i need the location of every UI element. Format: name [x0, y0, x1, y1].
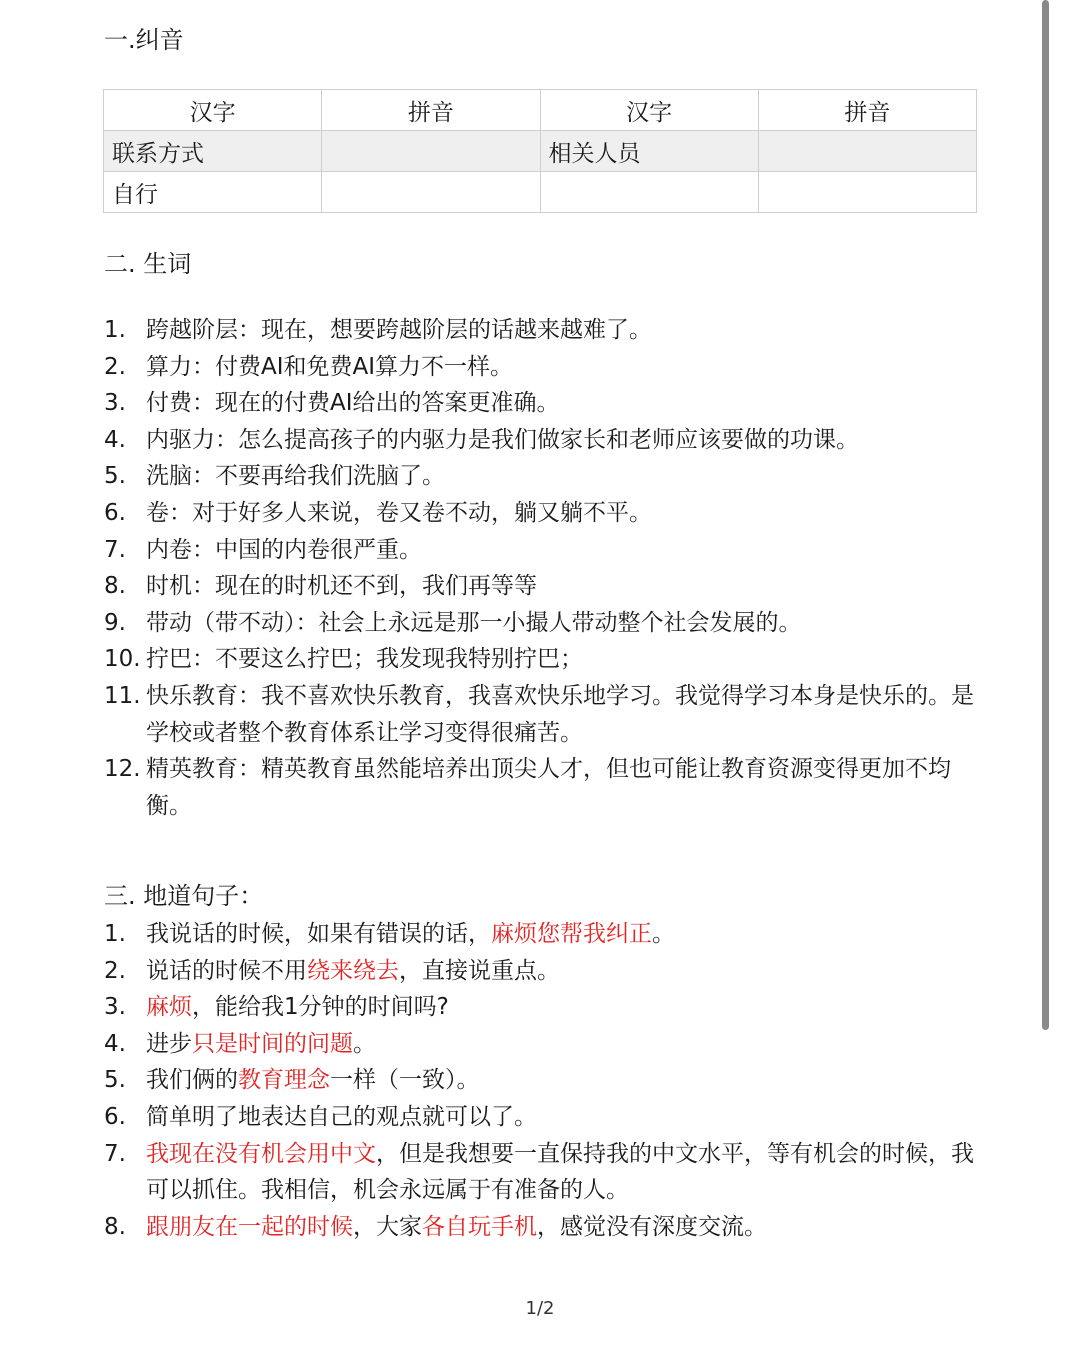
sentence-text: ，能给我1分钟的时间吗? — [192, 994, 449, 1021]
table-cell: 汉字 — [540, 90, 758, 131]
list-number: 4. — [104, 426, 126, 453]
list-number: 3. — [104, 390, 126, 417]
vocab-item — [104, 495, 974, 532]
highlighted-phrase: 教育理念 — [238, 1067, 330, 1094]
table-row — [104, 172, 977, 213]
list-number: 7. — [104, 536, 126, 563]
sentence-item — [104, 1136, 974, 1209]
list-number: 5. — [104, 463, 126, 490]
vocab-item — [104, 605, 974, 642]
sentence-item — [104, 1062, 974, 1099]
vocab-item — [104, 568, 974, 605]
section-title-sentences: 三. 地道句子： — [104, 882, 264, 910]
sentence-text: 我说话的时候，如果有错误的话， — [146, 921, 491, 947]
list-number: 3. — [104, 994, 126, 1021]
vocab-text: 拧巴：不要这么拧巴；我发现我特别拧巴； — [146, 646, 583, 673]
table-cell — [322, 131, 540, 172]
list-number: 1. — [104, 317, 126, 343]
table-cell: 拼音 — [322, 90, 540, 131]
highlighted-phrase: 麻烦您帮我纠正 — [491, 921, 652, 947]
sentence-text: 。 — [652, 921, 675, 947]
sentence-text: ，直接说重点。 — [399, 957, 560, 984]
sentence-item — [104, 1209, 974, 1246]
sentence-text: 一样（一致）。 — [330, 1067, 480, 1094]
vocab-item — [104, 385, 974, 422]
vocab-text: 洗脑：不要再给我们洗脑了。 — [146, 463, 445, 490]
highlighted-phrase: 各自玩手机 — [422, 1213, 537, 1240]
list-number: 8. — [104, 1213, 126, 1240]
vocab-item — [104, 641, 974, 678]
vocabulary-list — [104, 312, 974, 824]
table-cell: 自行 — [104, 172, 322, 213]
vocab-item — [104, 532, 974, 569]
table-cell — [758, 131, 976, 172]
highlighted-phrase: 绕来绕去 — [307, 957, 399, 984]
sentence-text: ，感觉没有深度交流。 — [537, 1213, 767, 1240]
list-number: 4. — [104, 1030, 126, 1057]
vocab-item — [104, 458, 974, 495]
list-number: 7. — [104, 1140, 126, 1167]
section-title-vocabulary: 二. 生词 — [104, 250, 192, 278]
table-cell: 相关人员 — [540, 131, 758, 172]
vocab-text: 算力：付费AI和免费AI算力不一样。 — [146, 353, 514, 380]
vocab-text: 快乐教育：我不喜欢快乐教育，我喜欢快乐地学习。我觉得学习本身是快乐的。是学校或者整个教育体系让学习变得很痛苦。 — [146, 682, 974, 746]
sentence-text: 。 — [353, 1030, 376, 1057]
vertical-scrollbar[interactable] — [1042, 0, 1049, 1030]
table-cell — [540, 172, 758, 213]
vocab-item — [104, 678, 974, 751]
vocab-text: 内驱力：怎么提高孩子的内驱力是我们做家长和老师应该要做的功课。 — [146, 426, 859, 453]
sentence-text: 简单明了地表达自己的观点就可以了。 — [146, 1103, 537, 1130]
table-cell — [758, 172, 976, 213]
list-number: 2. — [104, 957, 126, 984]
vocab-text: 跨越阶层：现在，想要跨越阶层的话越来越难了。 — [146, 317, 652, 343]
pronunciation-table — [103, 89, 977, 213]
list-number: 5. — [104, 1067, 126, 1094]
vocab-text: 精英教育：精英教育虽然能培养出顶尖人才，但也可能让教育资源变得更加不均衡。 — [146, 756, 951, 819]
table-row — [104, 131, 977, 172]
sentence-item — [104, 916, 974, 953]
sentence-text: 我们俩的 — [146, 1067, 238, 1094]
sentence-text: ，但是我想要一直保持我的中文水平，等有机会的时候，我可以抓住。我相信，机会永远属于有准备的人。 — [146, 1140, 974, 1204]
list-number: 1. — [104, 921, 126, 947]
vocab-text: 时机：现在的时机还不到，我们再等等 — [146, 573, 537, 600]
table-header-row — [104, 90, 977, 131]
vocab-text: 卷：对于好多人来说，卷又卷不动，躺又躺不平。 — [146, 499, 652, 526]
table-cell: 汉字 — [104, 90, 322, 131]
list-number: 6. — [104, 499, 126, 526]
sentence-text: ，大家 — [353, 1213, 422, 1240]
sentence-item — [104, 1026, 974, 1063]
list-number: 2. — [104, 353, 126, 380]
sentence-item — [104, 1099, 974, 1136]
vocab-text: 内卷：中国的内卷很严重。 — [146, 536, 422, 563]
list-number: 10. — [104, 646, 141, 673]
sentence-item — [104, 953, 974, 990]
highlighted-phrase: 我现在没有机会用中文 — [146, 1140, 376, 1167]
table-cell: 联系方式 — [104, 131, 322, 172]
vocab-item — [104, 349, 974, 386]
sentence-text: 说话的时候不用 — [146, 957, 307, 984]
section-title-pronunciation: 一.纠音 — [104, 26, 184, 54]
vocab-item — [104, 751, 974, 824]
list-number: 12. — [104, 756, 141, 783]
highlighted-phrase: 跟朋友在一起的时候 — [146, 1213, 353, 1240]
sentence-item — [104, 989, 974, 1026]
list-number: 11. — [104, 682, 141, 709]
table-cell: 拼音 — [758, 90, 976, 131]
list-number: 6. — [104, 1103, 126, 1130]
sentence-list — [104, 916, 974, 1245]
sentence-text: 进步 — [146, 1030, 192, 1057]
vocab-text: 付费：现在的付费AI给出的答案更准确。 — [146, 390, 560, 417]
highlighted-phrase: 麻烦 — [146, 994, 192, 1021]
list-number: 8. — [104, 573, 126, 600]
vocab-item — [104, 422, 974, 459]
vocab-item — [104, 312, 974, 349]
vocab-text: 带动（带不动）：社会上永远是那一小撮人带动整个社会发展的。 — [146, 609, 802, 636]
page-number: 1/2 — [525, 1298, 555, 1319]
table-cell — [322, 172, 540, 213]
list-number: 9. — [104, 609, 126, 636]
highlighted-phrase: 只是时间的问题 — [192, 1030, 353, 1057]
